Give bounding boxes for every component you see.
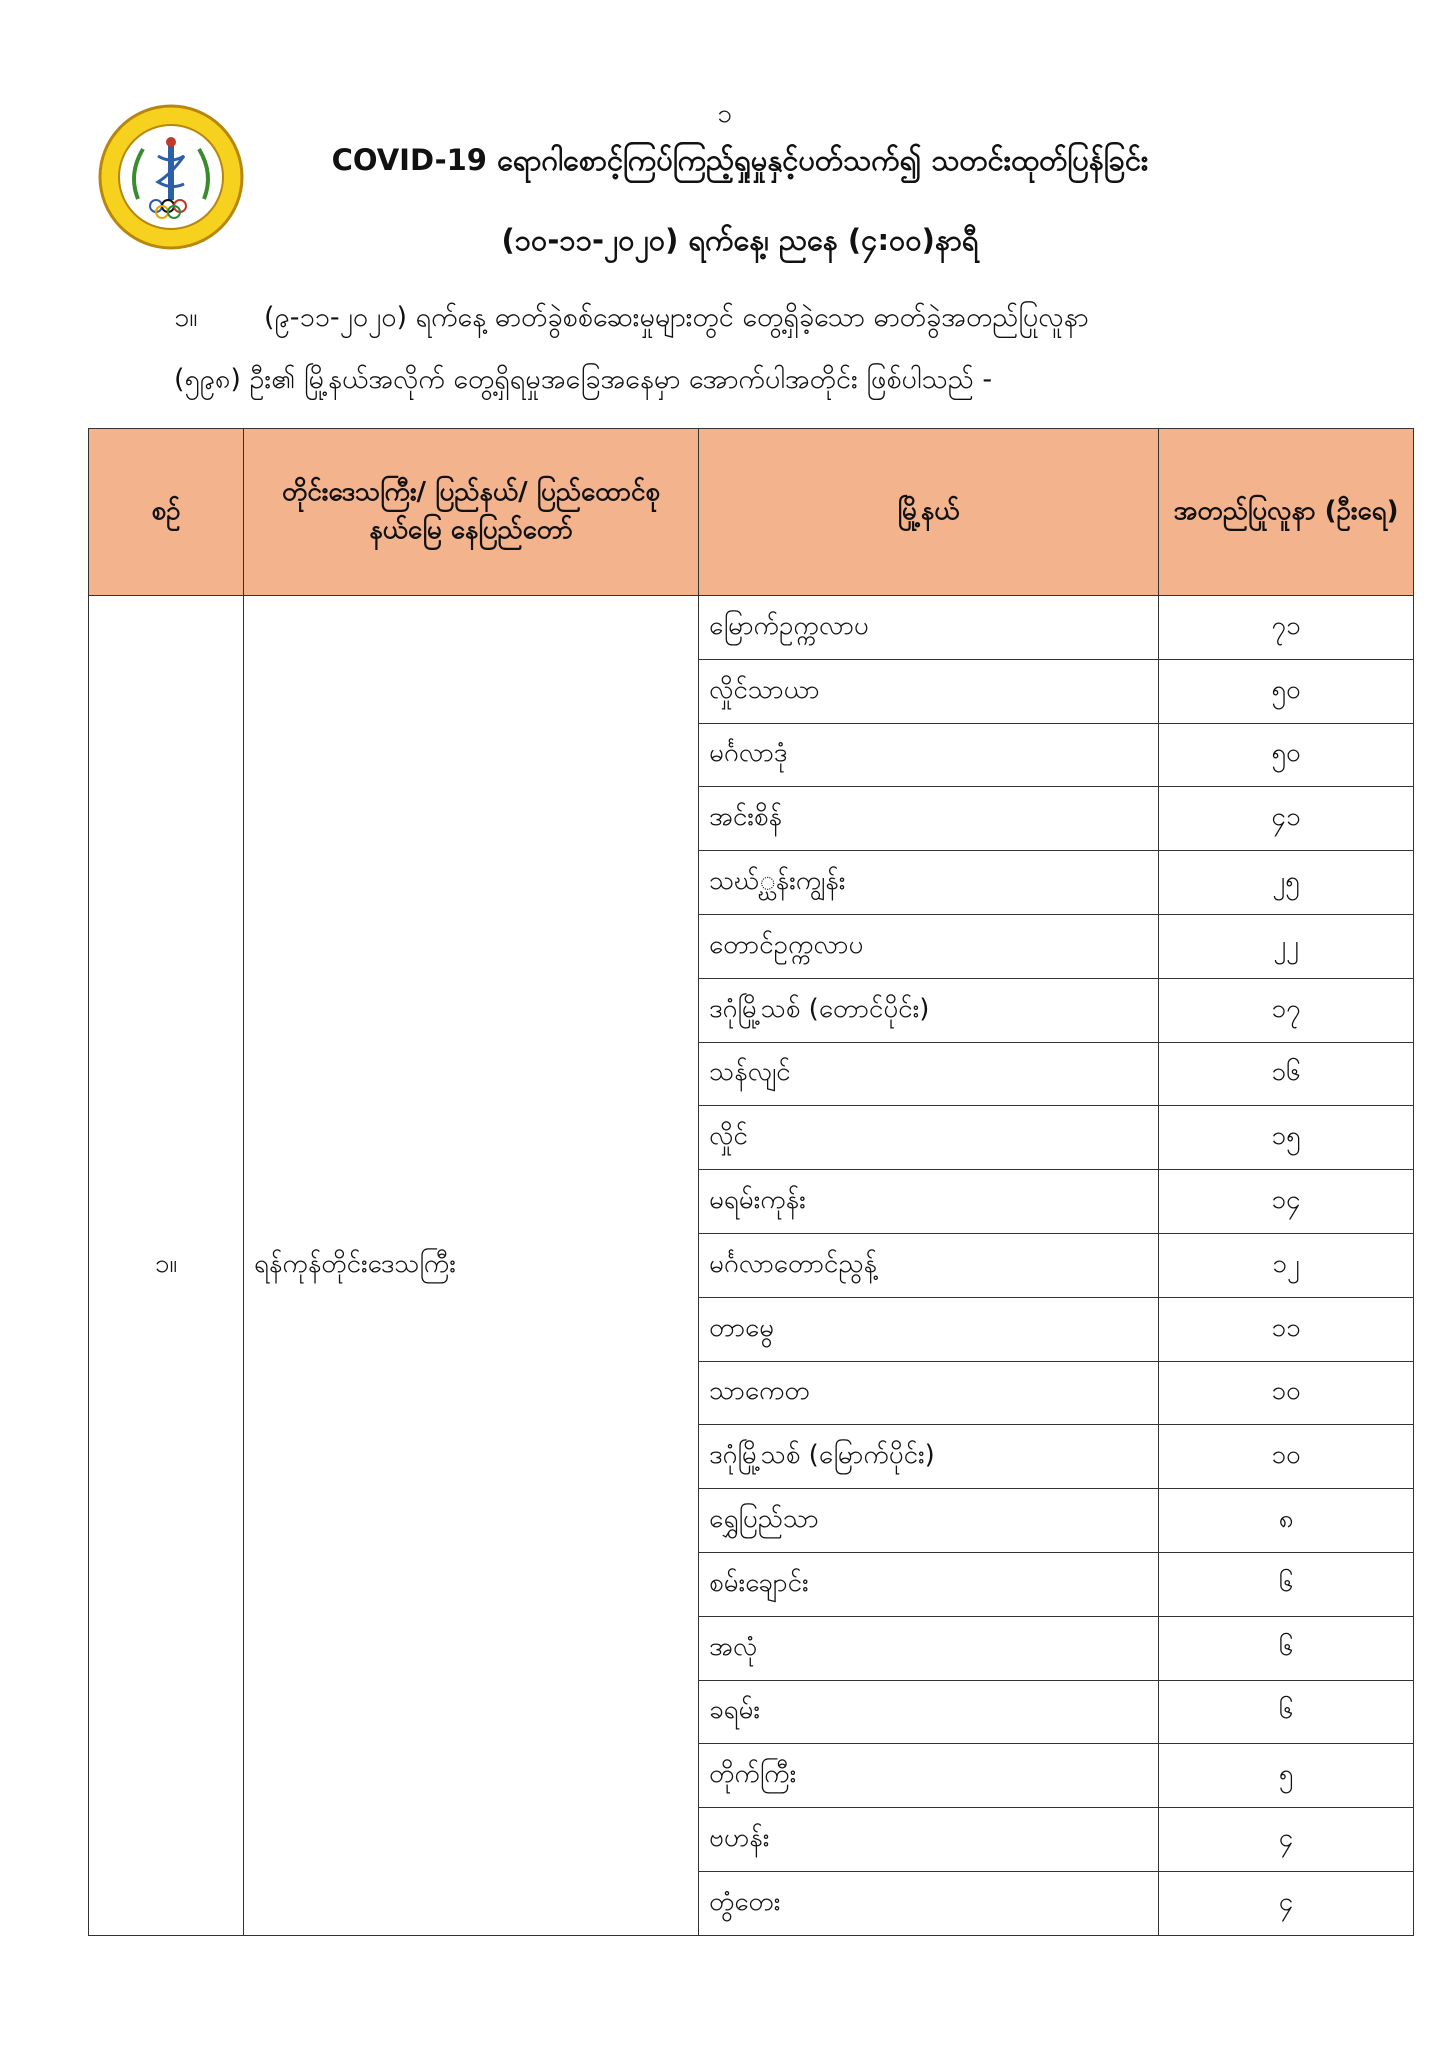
count-cell: ၁၅ xyxy=(1159,1106,1414,1170)
header-township: မြို့နယ် xyxy=(699,429,1159,596)
header-serial-no: စဉ် xyxy=(89,429,244,596)
township-cell: သဃ်္ဃန်းကျွန်း xyxy=(699,851,1159,915)
count-cell: ၁၂ xyxy=(1159,1233,1414,1297)
township-cell: မရမ်းကုန်း xyxy=(699,1170,1159,1234)
count-cell: ၁၀ xyxy=(1159,1361,1414,1425)
township-cell: တာမွေ xyxy=(699,1297,1159,1361)
count-cell: ၅ xyxy=(1159,1744,1414,1808)
document-subtitle: (၁၀-၁၁-၂၀၂၀) ရက်နေ့၊ ညနေ (၄:၀၀)နာရီ xyxy=(501,223,979,257)
count-cell: ၅၀ xyxy=(1159,659,1414,723)
table-header-row xyxy=(89,429,1414,596)
township-cell: အင်းစိန် xyxy=(699,787,1159,851)
count-cell: ၁၁ xyxy=(1159,1297,1414,1361)
count-cell: ၂၅ xyxy=(1159,851,1414,915)
township-cell: တွံတေး xyxy=(699,1871,1159,1935)
count-cell: ၂၂ xyxy=(1159,914,1414,978)
intro-paragraph-line-2: (၅၉၈) ဦး၏ မြို့နယ်အလိုက် တွေ့ရှိရမှုအခြေအနေမှာ အောက်ပါအတိုင်း ဖြစ်ပါသည် - xyxy=(174,364,993,395)
intro-text-line-1: (၉-၁၁-၂၀၂၀) ရက်နေ့ ဓာတ်ခွဲစစ်ဆေးမှုများတွင် တွေ့ရှိခဲ့သော ဓာတ်ခွဲအတည်ပြုလူနာ xyxy=(264,302,1089,333)
intro-paragraph-line-1 xyxy=(174,300,1089,340)
township-cell: လှိုင် xyxy=(699,1106,1159,1170)
township-cell: တိုက်ကြီး xyxy=(699,1744,1159,1808)
count-cell: ၄ xyxy=(1159,1808,1414,1872)
header-confirmed-count: အတည်ပြုလူနာ (ဦးရေ) xyxy=(1159,429,1414,596)
cases-by-township-table xyxy=(88,428,1414,1936)
count-cell: ၄ xyxy=(1159,1871,1414,1935)
township-cell: မြောက်ဥက္ကလာပ xyxy=(699,596,1159,660)
township-cell: ဗဟန်း xyxy=(699,1808,1159,1872)
township-cell: သန်လျင် xyxy=(699,1042,1159,1106)
count-cell: ၁၇ xyxy=(1159,978,1414,1042)
count-cell: ၆ xyxy=(1159,1552,1414,1616)
township-cell: ဒဂုံမြို့သစ် (တောင်ပိုင်း) xyxy=(699,978,1159,1042)
township-cell: တောင်ဥက္ကလာပ xyxy=(699,914,1159,978)
township-cell: ရွှေပြည်သာ xyxy=(699,1489,1159,1553)
region-cell: ရန်ကုန်တိုင်းဒေသကြီး xyxy=(244,596,699,1936)
table-row xyxy=(89,596,1414,660)
township-cell: လှိုင်သာယာ xyxy=(699,659,1159,723)
count-cell: ၅၀ xyxy=(1159,723,1414,787)
township-cell: မင်္ဂလာဒုံ xyxy=(699,723,1159,787)
township-cell: စမ်းချောင်း xyxy=(699,1552,1159,1616)
header-region: တိုင်းဒေသကြီး/ ပြည်နယ်/ ပြည်ထောင်စုနယ်မြေ နေပြည်တော် xyxy=(244,429,699,596)
count-cell: ၆ xyxy=(1159,1616,1414,1680)
page-number: ၁ xyxy=(717,99,732,129)
township-cell: အလုံ xyxy=(699,1616,1159,1680)
count-cell: ၁၄ xyxy=(1159,1170,1414,1234)
count-cell: ၁၀ xyxy=(1159,1425,1414,1489)
township-cell: မင်္ဂလာတောင်ညွန့် xyxy=(699,1233,1159,1297)
count-cell: ၁၆ xyxy=(1159,1042,1414,1106)
township-cell: ခရမ်း xyxy=(699,1680,1159,1744)
serial-no-cell: ၁။ xyxy=(89,596,244,1936)
township-cell: ဒဂုံမြို့သစ် (မြောက်ပိုင်း) xyxy=(699,1425,1159,1489)
count-cell: ၇၁ xyxy=(1159,596,1414,660)
township-cell: သာကေတ xyxy=(699,1361,1159,1425)
document-title: COVID-19 ရောဂါစောင့်ကြပ်ကြည့်ရှုမှုနှင့်ပတ်သက်၍ သတင်းထုတ်ပြန်ခြင်း xyxy=(331,143,1149,177)
count-cell: ၆ xyxy=(1159,1680,1414,1744)
count-cell: ၈ xyxy=(1159,1489,1414,1553)
count-cell: ၄၁ xyxy=(1159,787,1414,851)
intro-number: ၁။ xyxy=(174,302,198,333)
